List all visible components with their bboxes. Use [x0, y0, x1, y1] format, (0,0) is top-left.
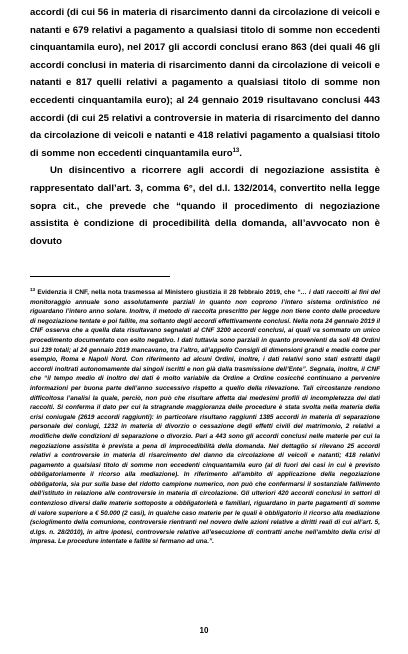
- footnote-lead-text: Evidenzia il CNF, nella nota trasmessa al Ministero giustizia il 28 febbraio 2019, che: [37, 289, 298, 296]
- paragraph-2: Un disincentivo a ricorrere agli accordi di negoziazione assistita è rappresentato dall’art. 3, comma 6°, del d.l. 132/2014, convertito nella legge sopra cit., che prevede che “quando il procedimento di negoziazione assistita è condizione di procedibilità della domanda, all’avvocato non è dovuto: [30, 165, 380, 247]
- footnote-number: 13: [30, 286, 36, 292]
- footnote-quote-text: “… i dati raccolti ai fini del monitoraggio annuale sono assolutamente parziali in quanto non coprono l’intero sistema ordinistico né riguardano l’intero anno solare.: [30, 289, 380, 316]
- footnote-rest-text: Inoltre, il metodo di raccolta prescritto per legge non tiene conto delle procedure di negoziazione tentate e poi fallite, ma soltanto degli accordi effettivamente conclusi. Nella nota 24 gennaio 2019 il CNF osserva che a quella data risultavano segnalati al CNF 3200 accordi conclusi, ai quali va sommato un unico procedimento documentato con esito negativo. I dati tuttavia sono parziali in quanto provenienti da soli 48 Ordini sui 139 totali; al 24 gennaio 2019 mancavano, tra l’altro, all’appello Consigli di dimensioni grandi e medie come per esempio, Roma e Napoli Nord. Con riferimento ad alcuni Ordini, inoltre, i dati relativi sono stati estratti dagli accordi inoltrati autonomamente dai singoli iscritti e non già dalla trasmissione dell’Ente”. Segnala, inoltre, il CNF che “il tempo medio di inoltro dei dati è molto variabile da Ordine a Ordine cosicché continuano a pervenire informazioni per buona parte dell’anno successivo rispetto a quello della rilevazione. Tali circostanze rendono difficoltosa l’analisi la quale, perciò, non può che risultare affetta dai medesimi profili di incompletezza dei dati raccolti. Si conferma il dato per cui la stragrande maggioranza delle procedure è stata svolta nella materia della crisi coniugale (2619 accordi raggiunti): in particolare risultano raggiunti 1385 accordi in materia di separazione personale dei coniugi, 1232 in materia di divorzio o cessazione degli effetti civili del matrimonio, 2 relativi a modifiche delle condizioni di separazione o divorzio. Pari a 443 sono gli accordi conclusi nelle materie per cui la negoziazione assistita è prevista a pena di improcedibilità della domanda. Nel dettaglio si rilevano 25 accordi relativi a controversie in materia di risarcimento del danno da circolazione di veicoli e natanti; 418 relativi pagamento a qualsiasi titolo di somme non eccedenti cinquantamila euro (al di fuori dei casi in cui è previsto obbligatoriamente il ricorso alla mediazione). In riferimento all’ambito di applicazione della negoziazione obbligatoria, sia pur sulla base del ridotto campione numerico, non può che confermarsi il sostanziale fallimento dell’istituto in relazione alle controversie in materia di circolazione. Gli ulteriori 420 accordi conclusi in settori di contenzioso diversi dalle materie sottoposte a obbligatorietà e familiari, riguardano in parte pagamenti di somme di valore superiore a € 50.000 (2 casi), in qualche caso materie per le quali è obbligatorio il ricorso alla mediazione (scioglimento della comunione, controversie rientranti nel novero delle azioni relative a diritti reali di cui all’art. 5, d.lgs. n. 28/2010), in altre ipotesi, controversie relative all’esecuzione di contratti anche nell’ambito della crisi di impresa. Le procedure intentate e fallite si fermano ad una.”.: [30, 308, 380, 546]
- main-text: [30, 4, 380, 250]
- paragraph-1: [30, 4, 380, 162]
- footnote-13: [30, 288, 380, 547]
- footnote-reference-13[interactable]: 13: [232, 147, 240, 154]
- paragraph-1-end: .: [239, 147, 242, 159]
- page-number: 10: [199, 626, 209, 635]
- footnote-separator: [30, 276, 170, 277]
- paragraph-1-text: accordi (di cui 56 in materia di risarcimento danni da circolazione di veicoli e natanti e 679 relativi a pagamento a qualsiasi titolo di somme non eccedenti cinquantamila euro), nel 2017 gli accordi conclusi erano 863 (dei quali 46 gli accordi conclusi in materia di risarcimento danni da circolazione di veicoli e natanti e 817 quelli relativi a pagamento a qualsiasi titolo di somme non eccedenti cinquantamila euro); al 24 gennaio 2019 risultavano conclusi 443 accordi (di cui 25 relativi a controversie in materia di risarcimento del danno da circolazione di veicoli e natanti e 418 relativi pagamento a qualsiasi titolo di somme non eccedenti cinquantamila euro: [30, 7, 380, 159]
